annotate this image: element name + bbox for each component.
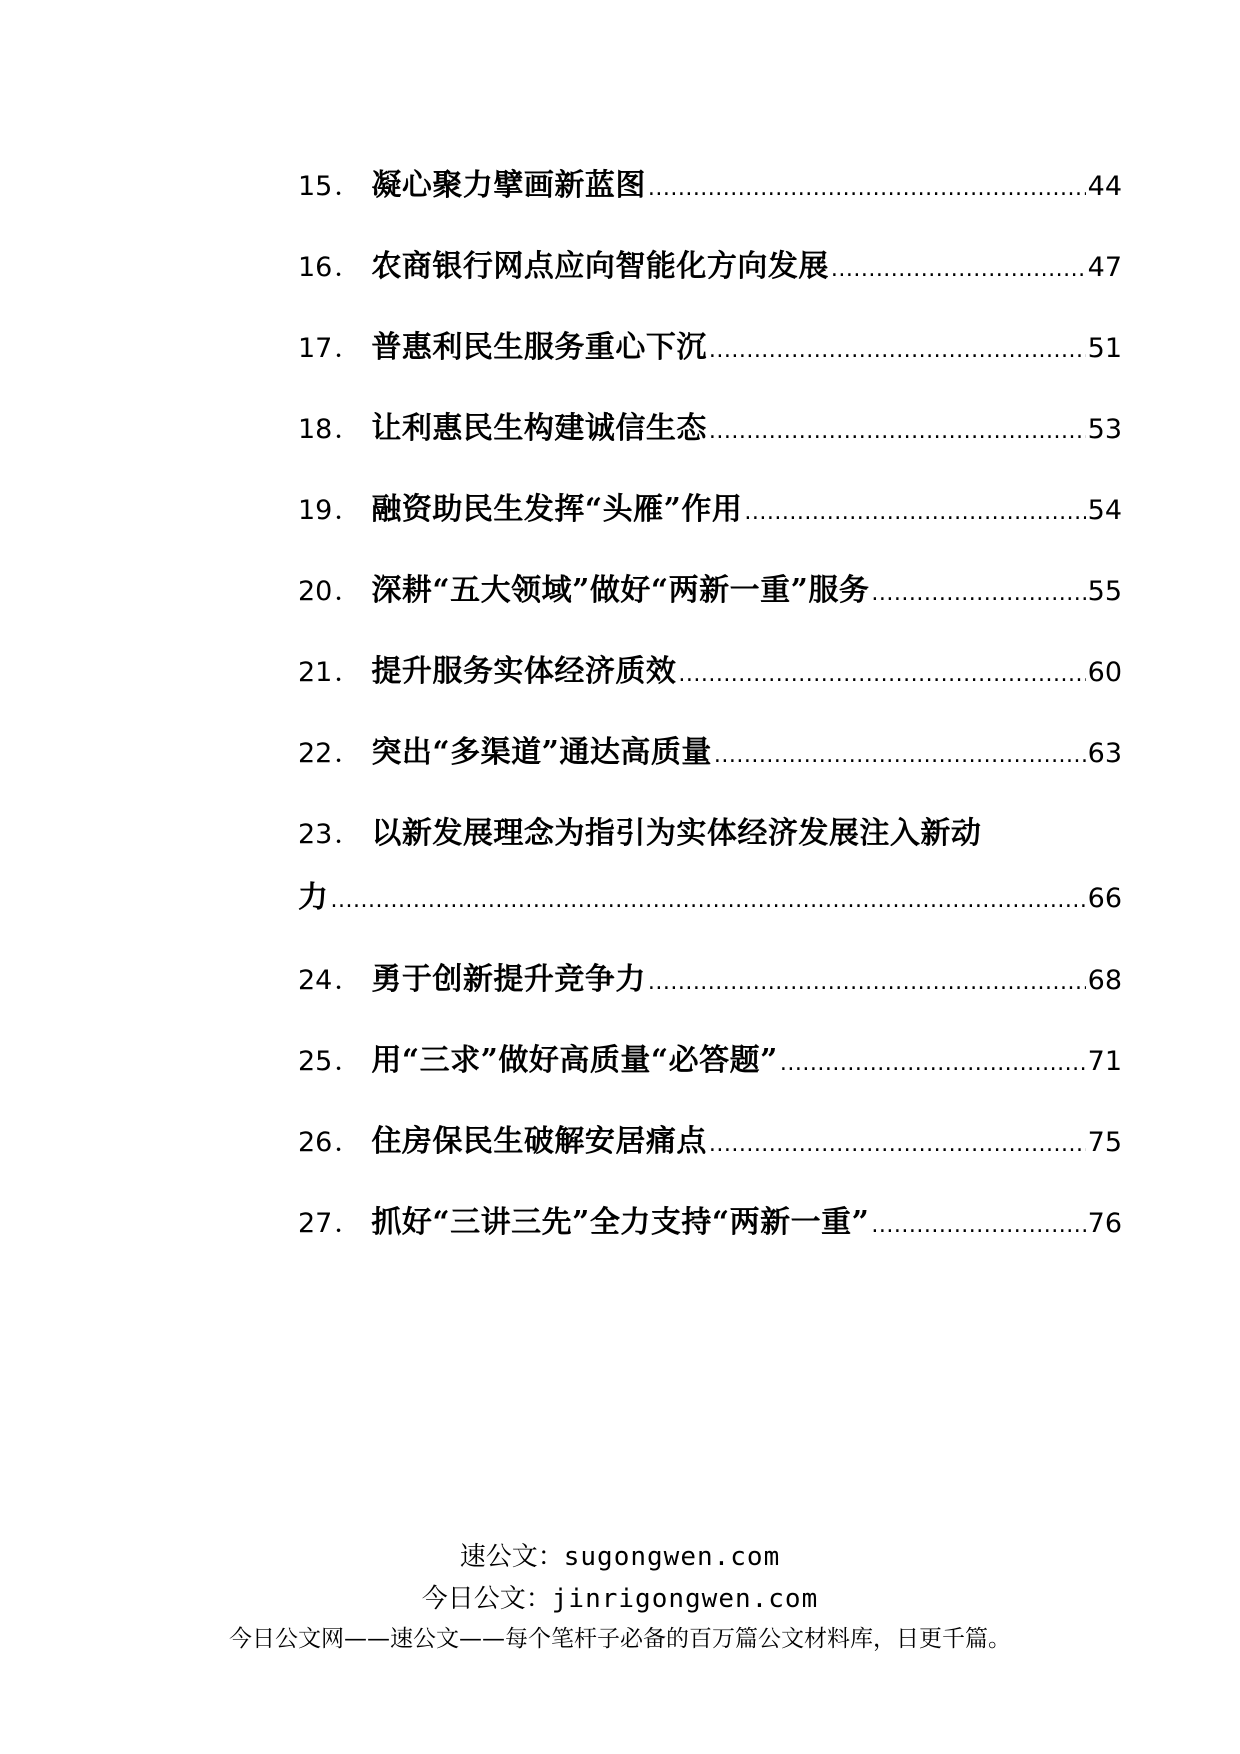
toc-page-number: 54 xyxy=(1087,495,1122,526)
toc-leader-dots xyxy=(648,169,1086,209)
toc-separator: ． xyxy=(334,252,362,283)
toc-separator: ． xyxy=(334,1208,362,1239)
toc-page-number: 76 xyxy=(1087,1208,1122,1239)
toc-separator: ． xyxy=(334,333,362,364)
footer-line-jinrigongwen xyxy=(0,1578,1240,1615)
footer-line-sugongwen xyxy=(0,1536,1240,1573)
toc-number: 19 xyxy=(298,495,333,526)
toc-page-number: 55 xyxy=(1087,576,1122,607)
toc-page-number: 47 xyxy=(1087,252,1122,283)
toc-separator: ． xyxy=(334,738,362,769)
toc-number: 16 xyxy=(298,252,333,283)
toc-entry[interactable] xyxy=(298,409,1122,490)
toc-separator: ． xyxy=(334,495,362,526)
toc-entry[interactable] xyxy=(298,814,1122,960)
toc-separator: ． xyxy=(334,819,362,850)
toc-entry[interactable] xyxy=(298,1041,1122,1122)
toc-leader-dots xyxy=(709,1125,1086,1165)
toc-entry-line-2 xyxy=(298,878,1122,960)
toc-entry[interactable] xyxy=(298,1122,1122,1203)
toc-number: 21 xyxy=(298,657,333,688)
toc-title: 提升服务实体经济质效 xyxy=(371,654,677,689)
toc-leader-dots xyxy=(709,331,1086,371)
toc-entry[interactable] xyxy=(298,733,1122,814)
toc-leader-dots xyxy=(709,412,1086,452)
footer-link[interactable]: jinrigongwen.com xyxy=(551,1584,819,1614)
toc-page-number: 66 xyxy=(1087,883,1122,914)
toc-leader-dots xyxy=(780,1044,1086,1084)
toc-page-number: 60 xyxy=(1087,657,1122,688)
toc-title: 让利惠民生构建诚信生态 xyxy=(371,411,707,446)
toc-title: 农商银行网点应向智能化方向发展 xyxy=(371,249,829,284)
toc-separator: ． xyxy=(334,1127,362,1158)
toc-leader-dots xyxy=(678,655,1085,695)
toc-leader-dots xyxy=(331,881,1086,921)
toc-number: 20 xyxy=(298,576,333,607)
toc-entry[interactable] xyxy=(298,1203,1122,1284)
toc-number: 18 xyxy=(298,414,333,445)
toc-separator: ． xyxy=(334,171,362,202)
toc-entry[interactable] xyxy=(298,652,1122,733)
table-of-contents xyxy=(298,166,1122,1284)
toc-entry[interactable] xyxy=(298,166,1122,247)
toc-number: 26 xyxy=(298,1127,333,1158)
footer-tagline: 今日公文网——速公文——每个笔杆子必备的百万篇公文材料库，日更千篇。 xyxy=(229,1626,1011,1652)
footer-label: 今日公文： xyxy=(421,1584,552,1614)
toc-leader-dots xyxy=(648,963,1086,1003)
toc-separator: ． xyxy=(334,414,362,445)
toc-title: 深耕“五大领域”做好“两新一重”服务 xyxy=(371,573,870,608)
toc-page-number: 75 xyxy=(1087,1127,1122,1158)
toc-title: 勇于创新提升竞争力 xyxy=(371,962,646,997)
toc-page-number: 63 xyxy=(1087,738,1122,769)
toc-entry[interactable] xyxy=(298,328,1122,409)
toc-number: 22 xyxy=(298,738,333,769)
toc-number: 25 xyxy=(298,1046,333,1077)
footer-label: 速公文： xyxy=(459,1542,564,1572)
toc-page-number: 68 xyxy=(1087,965,1122,996)
toc-leader-dots xyxy=(744,493,1085,533)
toc-number: 17 xyxy=(298,333,333,364)
toc-entry[interactable] xyxy=(298,490,1122,571)
toc-page-number: 71 xyxy=(1087,1046,1122,1077)
toc-title-continued: 力 xyxy=(298,880,329,915)
toc-title: 突出“多渠道”通达高质量 xyxy=(371,735,712,770)
toc-leader-dots xyxy=(714,736,1086,776)
toc-separator: ． xyxy=(334,576,362,607)
toc-entry-line-1 xyxy=(298,814,1122,878)
toc-page-number: 53 xyxy=(1087,414,1122,445)
toc-title: 以新发展理念为指引为实体经济发展注入新动 xyxy=(371,816,982,851)
toc-page-number: 51 xyxy=(1087,333,1122,364)
toc-number: 27 xyxy=(298,1208,333,1239)
toc-title: 抓好“三讲三先”全力支持“两新一重” xyxy=(371,1205,870,1240)
toc-separator: ． xyxy=(334,657,362,688)
toc-separator: ． xyxy=(334,965,362,996)
toc-leader-dots xyxy=(871,1206,1085,1246)
toc-title: 住房保民生破解安居痛点 xyxy=(371,1124,707,1159)
toc-title: 凝心聚力擘画新蓝图 xyxy=(371,168,646,203)
toc-page-number: 44 xyxy=(1087,171,1122,202)
toc-separator: ． xyxy=(334,1046,362,1077)
toc-number: 23 xyxy=(298,819,333,850)
toc-number: 15 xyxy=(298,171,333,202)
toc-number: 24 xyxy=(298,965,333,996)
toc-title: 融资助民生发挥“头雁”作用 xyxy=(371,492,743,527)
footer-link[interactable]: sugongwen.com xyxy=(563,1542,781,1572)
toc-leader-dots xyxy=(831,250,1086,290)
toc-leader-dots xyxy=(871,574,1085,614)
toc-title: 用“三求”做好高质量“必答题” xyxy=(371,1043,778,1078)
toc-entry[interactable] xyxy=(298,960,1122,1041)
toc-title: 普惠利民生服务重心下沉 xyxy=(371,330,707,365)
toc-entry[interactable] xyxy=(298,571,1122,652)
toc-entry[interactable] xyxy=(298,247,1122,328)
